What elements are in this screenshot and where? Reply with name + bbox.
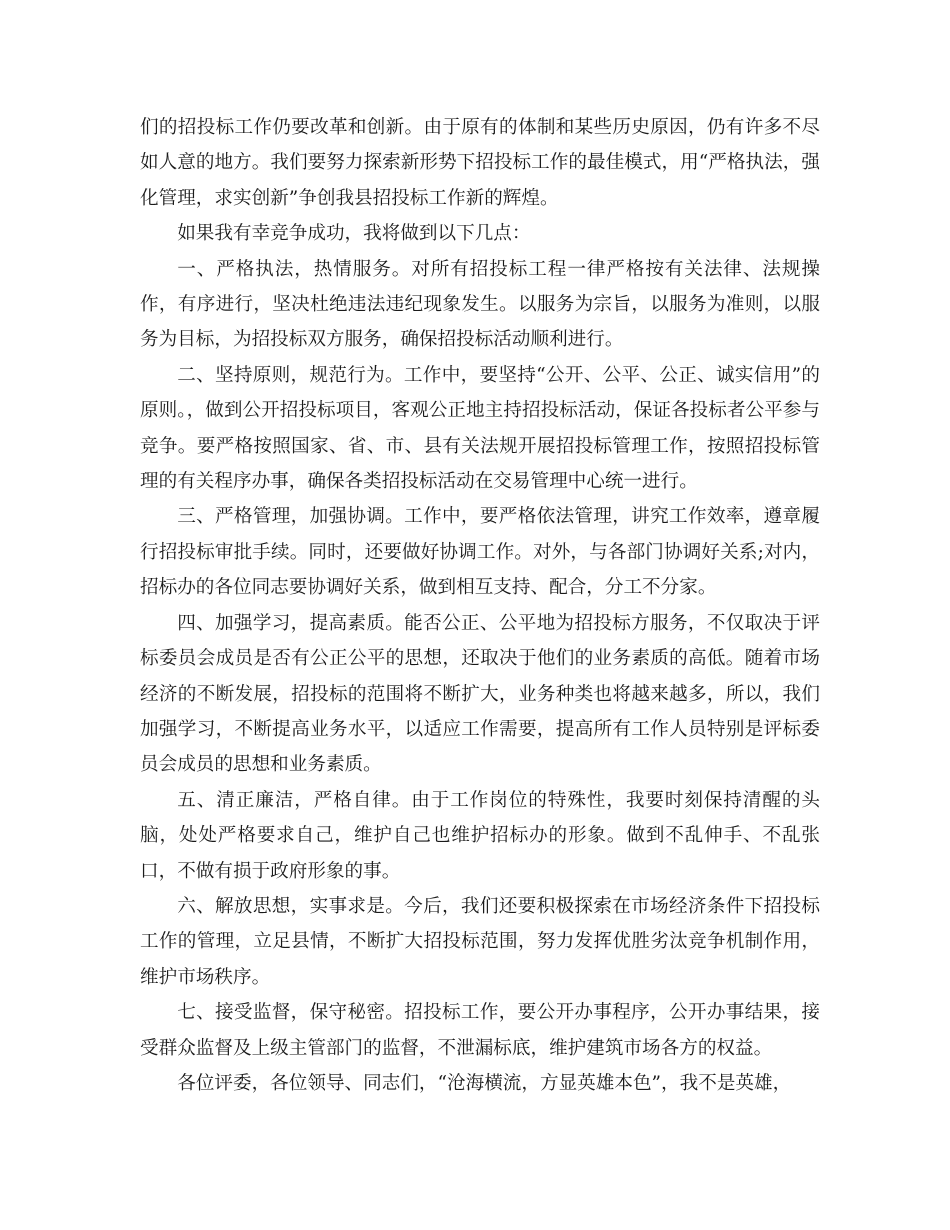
paragraph-point-3: 三、严格管理，加强协调。工作中，要严格依法管理，讲究工作效率，遵章履行招投标审批手续。同时，还要做好协调工作。对外，与各部门协调好关系;对内，招标办的各位同志要协调好关系，做到相互支持、配合，分工不分家。 <box>140 506 820 599</box>
paragraph-point-1: 一、严格执法，热情服务。对所有招投标工程一律严格按有关法律、法规操作，有序进行，坚决杜绝违法违纪现象发生。以服务为宗旨，以服务为准则，以服务为目标，为招投标双方服务，确保招投标活动顺利进行。 <box>140 258 820 351</box>
paragraph-point-2: 二、坚持原则，规范行为。工作中，要坚持“公开、公平、公正、诚实信用”的原则。，做到公开招投标项目，客观公正地主持招投标活动，保证各投标者公平参与竞争。要严格按照国家、省、市、县有关法规开展招投标管理工作，按照招投标管理的有关程序办事，确保各类招投标活动在交易管理中心统一进行。 <box>140 364 820 493</box>
document-page <box>140 110 820 1101</box>
paragraph-point-7: 七、接受监督，保守秘密。招投标工作，要公开办事程序，公开办事结果，接受群众监督及上级主管部门的监督，不泄漏标底，维护建筑市场各方的权益。 <box>140 1002 820 1059</box>
paragraph-intro: 如果我有幸竞争成功，我将做到以下几点： <box>177 223 531 245</box>
paragraph-point-6: 六、解放思想，实事求是。今后，我们还要积极探索在市场经济条件下招投标工作的管理，立足县情，不断扩大招投标范围，努力发挥优胜劣汰竞争机制作用，维护市场秩序。 <box>140 895 820 988</box>
paragraph-continuation: 们的招投标工作仍要改革和创新。由于原有的体制和某些历史原因，仍有许多不尽如人意的地方。我们要努力探索新形势下招投标工作的最佳模式，用“严格执法，强化管理，求实创新”争创我县招投标工作新的辉煌。 <box>140 117 820 209</box>
paragraph-point-4: 四、加强学习，提高素质。能否公正、公平地为招投标方服务，不仅取决于评标委员会成员是否有公正公平的思想，还取决于他们的业务素质的高低。随着市场经济的不断发展，招投标的范围将不断扩大，业务种类也将越来越多，所以，我们加强学习，不断提高业务水平，以适应工作需要，提高所有工作人员特别是评标委员会成员的思想和业务素质。 <box>140 612 820 776</box>
paragraph-point-5: 五、清正廉洁，严格自律。由于工作岗位的特殊性，我要时刻保持清醒的头脑，处处严格要求自己，维护自己也维护招标办的形象。做到不乱伸手、不乱张口，不做有损于政府形象的事。 <box>140 789 820 882</box>
paragraph-closing: 各位评委，各位领导、同志们，“沧海横流，方显英雄本色”，我不是英雄， <box>177 1072 792 1094</box>
